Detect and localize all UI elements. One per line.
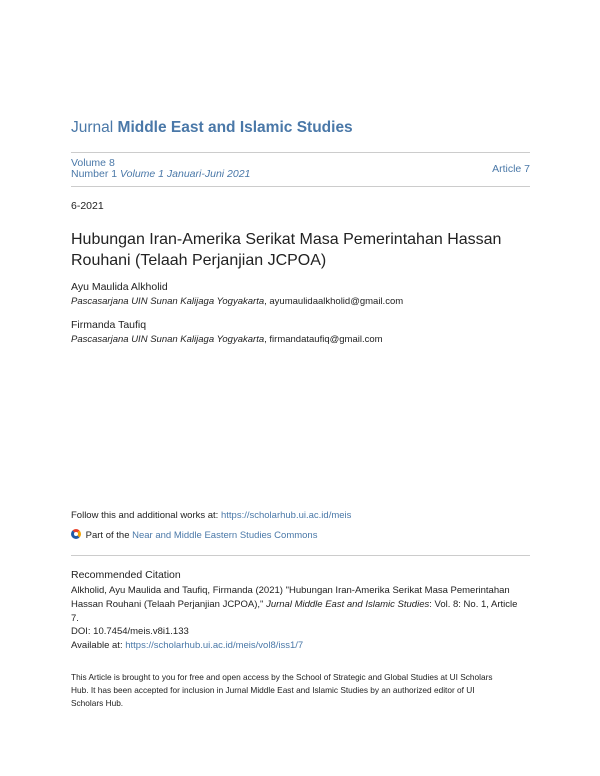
affiliation: Pascasarjana UIN Sunan Kalijaga Yogyakarta — [71, 334, 265, 345]
author-affiliation — [71, 296, 403, 307]
available-at — [71, 640, 303, 651]
journal-name: Middle East and Islamic Studies — [117, 119, 353, 136]
volume-link[interactable]: Volume 8 — [71, 157, 115, 169]
publication-date: 6-2021 — [71, 200, 104, 212]
author-name: Ayu Maulida Alkholid — [71, 281, 168, 293]
citation-line — [71, 599, 517, 610]
journal-prefix: Jurnal — [71, 119, 118, 136]
footer-line: Hub. It has been accepted for inclusion in Jurnal Middle East and Islamic Studies by an authorized editor of UI — [71, 685, 475, 695]
author-name: Firmanda Taufiq — [71, 319, 147, 331]
article-link[interactable]: Article 7 — [492, 163, 530, 175]
available-link[interactable]: https://scholarhub.ui.ac.id/meis/vol8/iss1/7 — [125, 640, 304, 651]
citation-text: Hassan Rouhani (Telaah Perjanjian JCPOA)," — [71, 599, 267, 610]
citation-heading: Recommended Citation — [71, 569, 181, 581]
follow-line — [71, 510, 351, 521]
follow-text: Follow this and additional works at: — [71, 510, 221, 521]
citation-line: 7. — [71, 613, 79, 624]
number: Number 1 — [71, 168, 118, 180]
follow-link[interactable]: https://scholarhub.ui.ac.id/meis — [220, 510, 352, 521]
citation-line: Alkholid, Ayu Maulida and Taufiq, Firmanda (2021) "Hubungan Iran-Amerika Serikat Masa Pemerintahan — [71, 585, 510, 596]
citation-journal: Jurnal Middle East and Islamic Studies — [266, 599, 430, 610]
journal-title[interactable] — [71, 119, 353, 137]
article-title-line2: Rouhani (Telaah Perjanjian JCPOA) — [71, 252, 327, 269]
network-logo-icon — [71, 529, 81, 539]
article-title-line1: Hubungan Iran-Amerika Serikat Masa Pemerintahan Hassan — [71, 231, 502, 248]
part-of-text: Part of the — [85, 530, 133, 541]
author-affiliation — [71, 334, 383, 345]
citation-text: : Vol. 8: No. 1, Article — [429, 599, 518, 610]
divider — [71, 186, 530, 187]
number-link[interactable] — [71, 168, 250, 180]
divider — [71, 555, 530, 556]
email: , firmandataufiq@gmail.com — [264, 334, 383, 345]
footer-line: Scholars Hub. — [71, 698, 124, 708]
doi: DOI: 10.7454/meis.v8i1.133 — [71, 626, 189, 637]
email: , ayumaulidaalkholid@gmail.com — [264, 296, 404, 307]
part-of-line — [71, 529, 317, 541]
commons-link[interactable]: Near and Middle Eastern Studies Commons — [132, 530, 318, 541]
footer-line: This Article is brought to you for free and open access by the School of Strategic and Global Studies at UI Scholars — [71, 672, 493, 682]
available-text: Available at: — [71, 640, 126, 651]
affiliation: Pascasarjana UIN Sunan Kalijaga Yogyakarta — [71, 296, 265, 307]
divider — [71, 152, 530, 153]
number-title: Volume 1 Januari-Juni 2021 — [120, 168, 251, 180]
